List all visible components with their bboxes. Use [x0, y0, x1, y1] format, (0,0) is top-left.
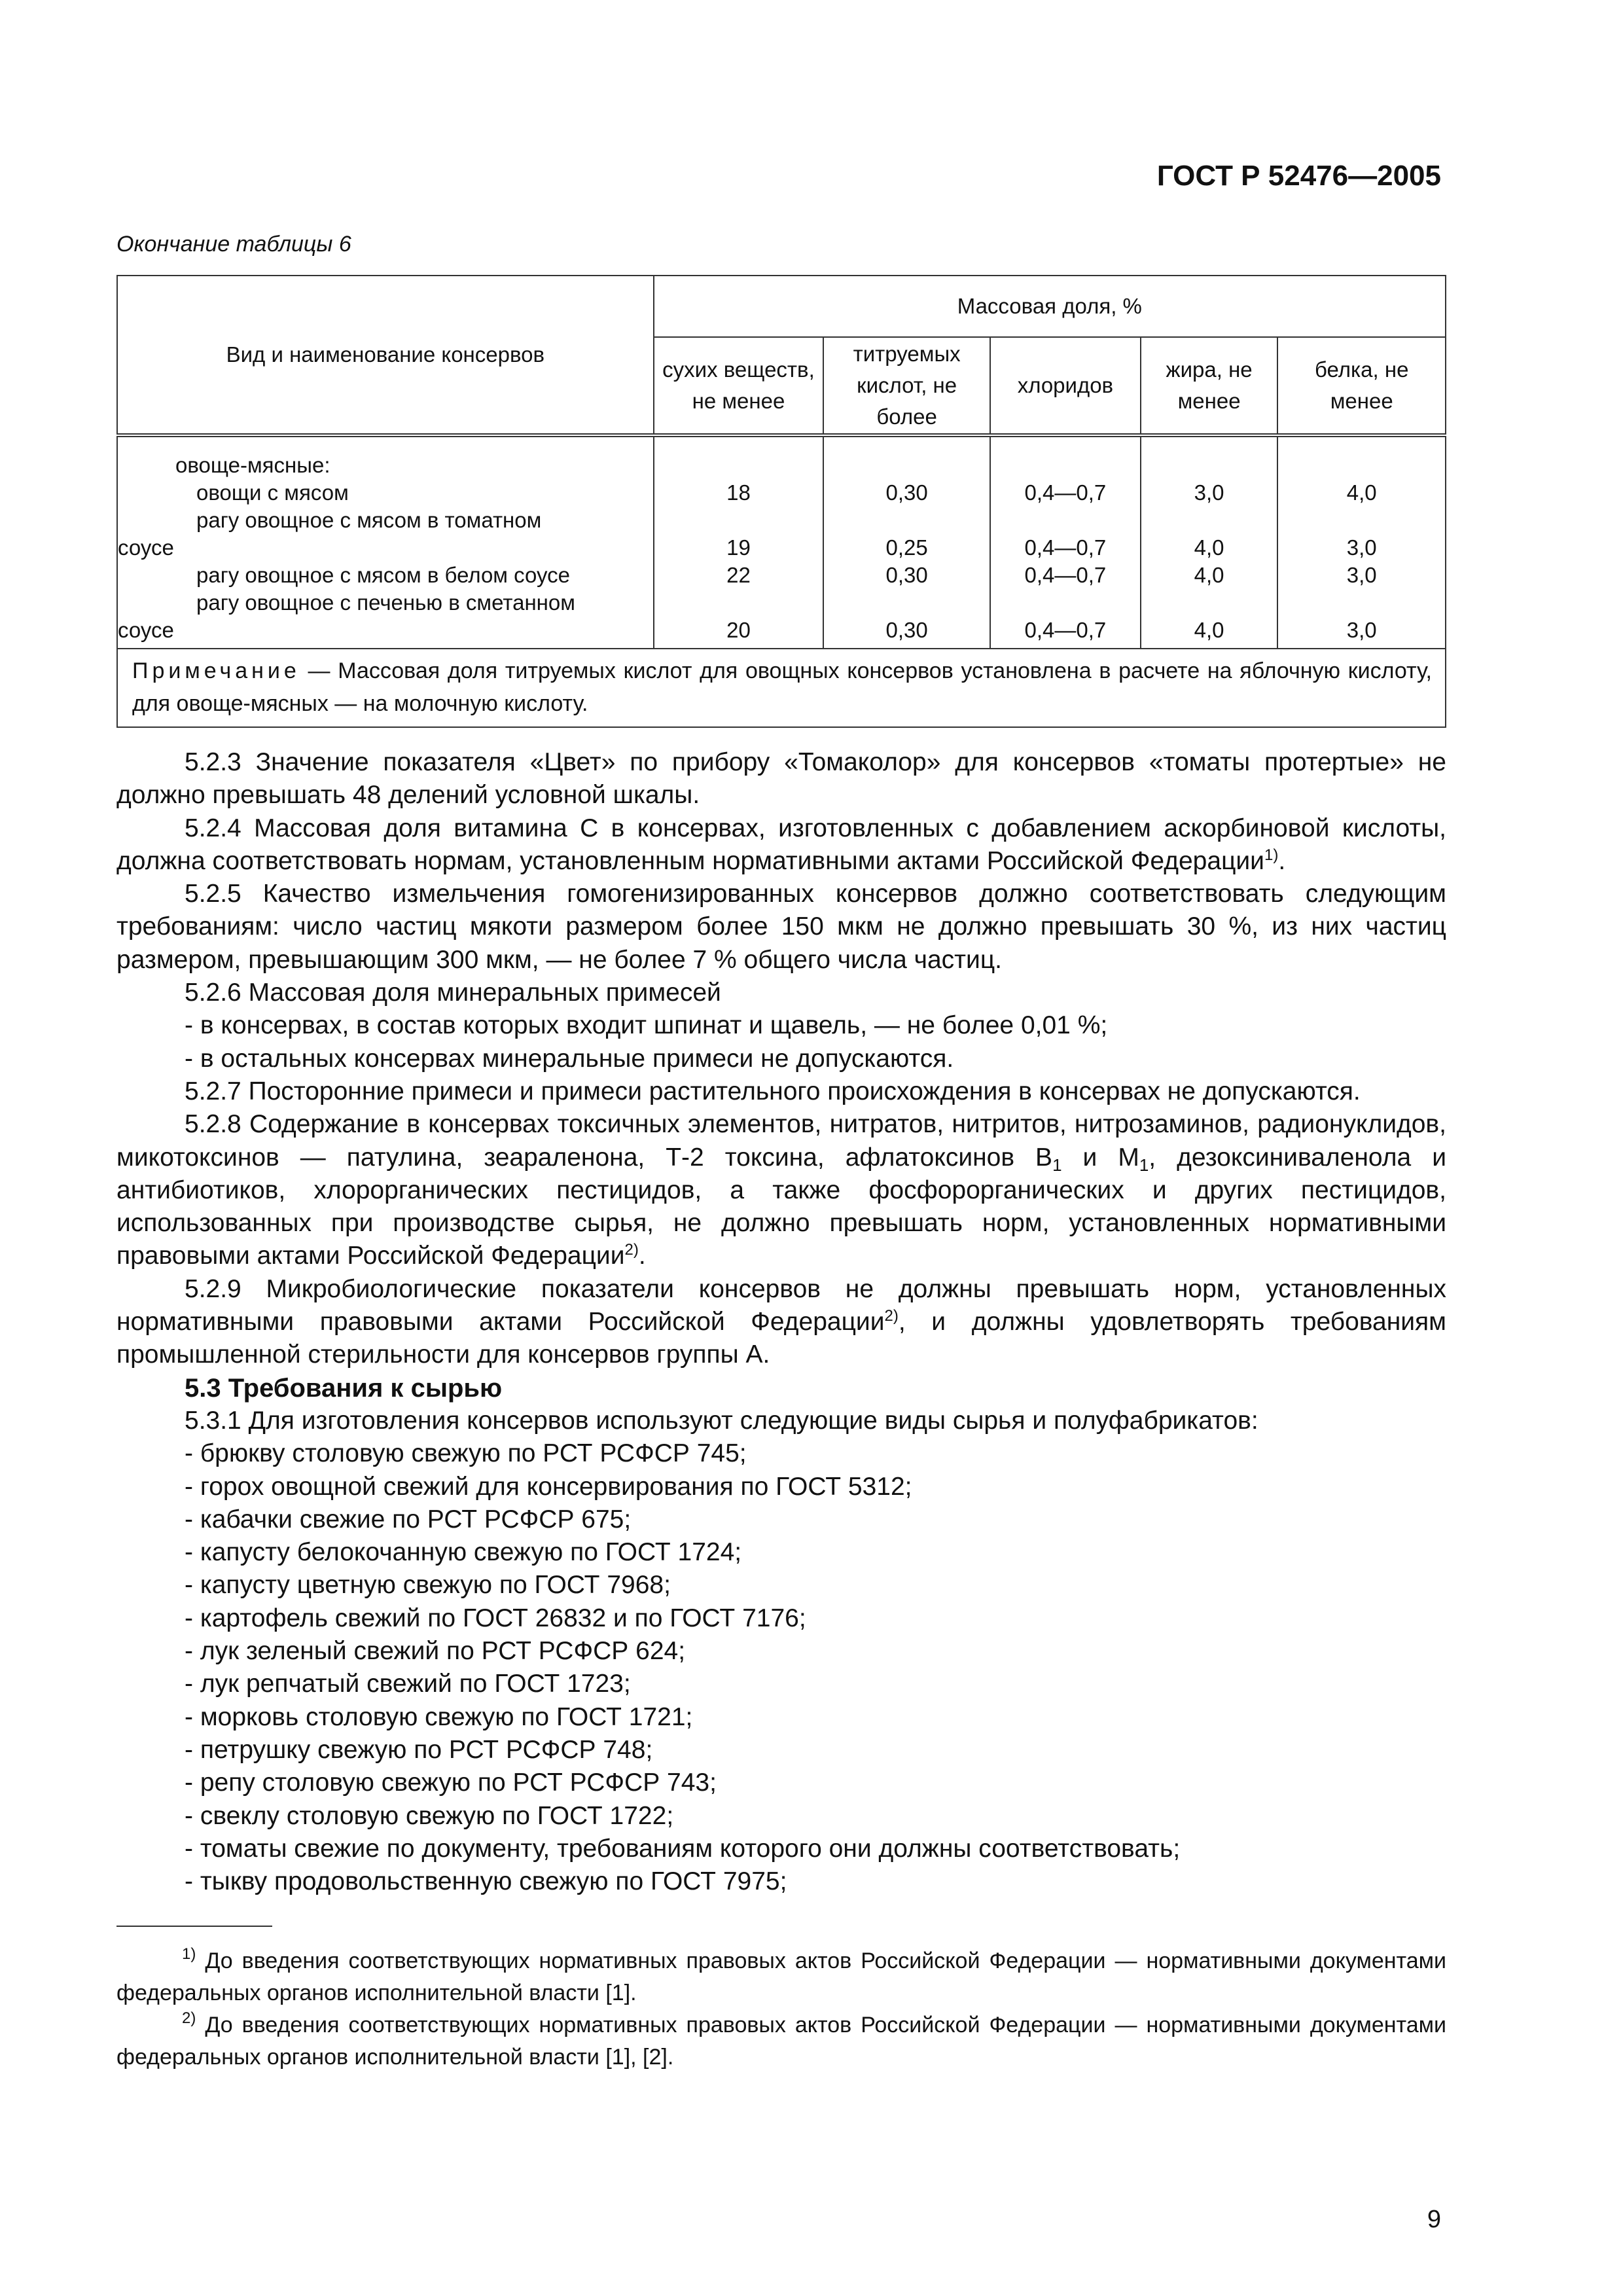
protein-row2: 3,0 — [1346, 535, 1377, 560]
body-text — [116, 746, 1446, 1898]
acid-row2: 0,25 — [885, 535, 928, 560]
chlor-row2: 0,4—0,7 — [1024, 535, 1107, 560]
col-header-protein-line1: белка, не — [1314, 357, 1409, 382]
list-item: - картофель свежий по ГОСТ 26832 и по ГОСТ 7176; — [185, 1604, 806, 1632]
list-item: - горох овощной свежий для консервирования по ГОСТ 5312; — [185, 1472, 912, 1501]
table-6 — [116, 275, 1446, 728]
cell-acid — [823, 435, 990, 649]
table-caption: Окончание таблицы 6 — [116, 232, 351, 257]
list-item: - тыкву продовольственную свежую по ГОСТ 7975; — [185, 1867, 787, 1896]
p528-end: . — [638, 1242, 646, 1270]
list-item: - кабачки свежие по РСТ РСФСР 675; — [185, 1505, 632, 1534]
fat-row3: 4,0 — [1194, 562, 1224, 587]
name-row1: овощи с мясом — [196, 480, 349, 505]
cell-names — [117, 435, 654, 649]
footnote-ref-2: 2) — [624, 1241, 639, 1259]
p529-text-a: 5.2.9 Микробиологические показатели консервов не должны превышать норм, установленных нормативными правовыми актами Российской Федерации — [116, 1274, 1446, 1336]
list-item: - свеклу столовую свежую по ГОСТ 1722; — [185, 1801, 674, 1830]
paragraph-5-2-7: 5.2.7 Посторонние примеси и примеси растительного происхождения в консервах не допускаются. — [185, 1077, 1361, 1105]
fat-row2: 4,0 — [1194, 535, 1224, 560]
p528-and: и М — [1061, 1143, 1139, 1172]
list-item: - в консервах, в состав которых входит шпинат и щавель, — не более 0,01 %; — [185, 1011, 1108, 1040]
list-item: - лук репчатый свежий по ГОСТ 1723; — [185, 1670, 631, 1698]
footnote-separator — [116, 1926, 272, 1927]
cell-dry — [654, 435, 824, 649]
paragraph-5-2-3: 5.2.3 Значение показателя «Цвет» по прибору «Томаколор» для консервов «томаты протертые» не должно превышать 48 делений условной шкалы. — [116, 748, 1446, 810]
name-row3: рагу овощное с мясом в белом соусе — [196, 562, 570, 587]
table-note — [117, 649, 1446, 727]
footnote-2 — [116, 2009, 1446, 2073]
table-body-row — [117, 435, 1446, 649]
list-item: - в остальных консервах минеральные примеси не допускаются. — [185, 1044, 954, 1073]
list-item: - капусту цветную свежую по ГОСТ 7968; — [185, 1571, 671, 1600]
document-code: ГОСТ Р 52476—2005 — [1156, 160, 1441, 192]
name-row2-a: рагу овощное с мясом в томатном — [196, 507, 542, 532]
col-header-dry-line1: сухих веществ, — [662, 357, 815, 382]
chlor-row3: 0,4—0,7 — [1024, 562, 1107, 587]
p524-text: 5.2.4 Массовая доля витамина С в консервах, изготовленных с добавлением аскорбиновой кислоты, должна соответствовать нормам, установленным нормативными актами Российской Федерации — [116, 814, 1446, 875]
paragraph-5-2-5: 5.2.5 Качество измельчения гомогенизированных консервов должно соответствовать следующим требованиям: число частиц мякоти размером более 150 мкм не должно превышать 30 %, из них частиц размером, превышающим 300 мкм, — не более 7 % общего числа частиц. — [116, 880, 1446, 974]
p529-text-b: , и должны удовлетворять требованиям промышленной стерильности для консервов группы А. — [116, 1308, 1446, 1369]
section-heading-5-3: 5.3 Требования к сырью — [185, 1373, 503, 1403]
col-header-protein-line2: менее — [1330, 388, 1393, 413]
p524-end: . — [1278, 846, 1286, 875]
chlor-row1: 0,4—0,7 — [1024, 480, 1107, 505]
fat-row4: 4,0 — [1194, 617, 1224, 642]
note-label: Примечание — [132, 658, 300, 683]
footnote-ref-2: 2) — [884, 1307, 899, 1325]
p528-text-b: , дезоксиниваленола и антибиотиков, хлорорганических пестицидов, а также фосфорорганических и других пестицидов, использованных при производстве сырья, не должно превышать норм, установленных нормативными правовыми актами Российской Федерации — [116, 1143, 1446, 1270]
col-header-name: Вид и наименование консервов — [117, 276, 654, 435]
paragraph-5-2-8 — [116, 1108, 1446, 1272]
cell-chlor — [990, 435, 1141, 649]
name-row4-a: рагу овощное с печенью в сметанном — [196, 590, 575, 615]
name-row4-b: соусе — [118, 617, 174, 642]
name-group: овоще-мясные: — [175, 452, 330, 477]
protein-row1: 4,0 — [1346, 480, 1377, 505]
list-item: - петрушку свежую по РСТ РСФСР 748; — [185, 1735, 653, 1764]
acid-row3: 0,30 — [885, 562, 928, 587]
list-item: - лук зеленый свежий по РСТ РСФСР 624; — [185, 1637, 686, 1666]
subscript-m1: 1 — [1139, 1155, 1149, 1175]
cell-protein — [1277, 435, 1446, 649]
paragraph-5-2-4 — [116, 812, 1446, 878]
dry-row1: 18 — [726, 480, 751, 505]
page-number: 9 — [1427, 2206, 1441, 2233]
acid-row1: 0,30 — [885, 480, 928, 505]
footnote-1-mark: 1) — [182, 1945, 196, 1963]
p528-text-a: 5.2.8 Содержание в консервах токсичных элементов, нитратов, нитритов, нитрозаминов, радионуклидов, микотоксинов — патулина, зеараленона, Т-2 токсина, афлатоксинов В — [116, 1110, 1446, 1172]
paragraph-5-3-1: 5.3.1 Для изготовления консервов используют следующие виды сырья и полуфабрикатов: — [185, 1406, 1258, 1435]
footnotes — [116, 1945, 1446, 2073]
dry-row3: 22 — [726, 562, 751, 587]
col-header-acid-line1: титруемых — [853, 342, 961, 366]
footnote-2-text: До введения соответствующих нормативных правовых актов Российской Федерации — нормативными документами федеральных органов исполнительной власти [1], [2]. — [116, 2013, 1446, 2070]
list-item: - морковь столовую свежую по ГОСТ 1721; — [185, 1702, 693, 1731]
col-header-fat-line2: менее — [1177, 388, 1241, 413]
footnote-2-mark: 2) — [182, 2009, 196, 2027]
protein-row3: 3,0 — [1346, 562, 1377, 587]
list-item: - томаты свежие по документу, требованиям которого они должны соответствовать; — [185, 1834, 1181, 1863]
col-header-acid-line2: кислот, не более — [857, 372, 957, 429]
footnote-1-text: До введения соответствующих нормативных правовых актов Российской Федерации — нормативными документами федеральных органов исполнительной власти [1]. — [116, 1948, 1446, 2005]
note-text: — Массовая доля титруемых кислот для овощных консервов установлена в расчете на яблочную кислоту, для овоще-мясных — на молочную кислоту. — [132, 658, 1432, 716]
col-header-dry-line2: не менее — [692, 388, 785, 413]
list-item: - капусту белокочанную свежую по ГОСТ 1724; — [185, 1538, 742, 1567]
list-item: - брюкву столовую свежую по РСТ РСФСР 745; — [185, 1439, 747, 1468]
footnote-1 — [116, 1945, 1446, 2009]
fat-row1: 3,0 — [1194, 480, 1224, 505]
col-header-fat — [1141, 337, 1278, 435]
paragraph-5-2-9 — [116, 1273, 1446, 1372]
name-row2-b: соусе — [118, 535, 174, 560]
col-header-acid — [823, 337, 990, 435]
col-header-fat-line1: жира, не — [1166, 357, 1253, 382]
dry-row4: 20 — [726, 617, 751, 642]
col-header-dry — [654, 337, 824, 435]
paragraph-5-2-6: 5.2.6 Массовая доля минеральных примесей — [185, 978, 721, 1007]
cell-fat — [1141, 435, 1278, 649]
chlor-row4: 0,4—0,7 — [1024, 617, 1107, 642]
dry-row2: 19 — [726, 535, 751, 560]
col-header-chlor: хлоридов — [990, 337, 1141, 435]
subscript-b1: 1 — [1052, 1155, 1062, 1175]
acid-row4: 0,30 — [885, 617, 928, 642]
footnote-ref-1: 1) — [1264, 846, 1279, 864]
col-header-group: Массовая доля, % — [654, 276, 1446, 337]
col-header-protein — [1277, 337, 1446, 435]
protein-row4: 3,0 — [1346, 617, 1377, 642]
list-item: - репу столовую свежую по РСТ РСФСР 743; — [185, 1768, 717, 1797]
